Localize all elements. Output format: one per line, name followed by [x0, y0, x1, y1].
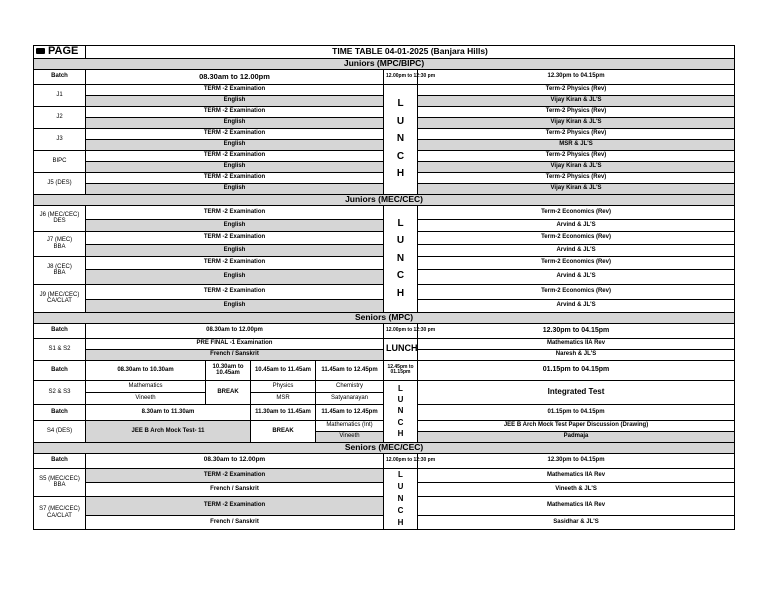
- lunch-cell: LUNCH: [384, 338, 418, 360]
- exam-cell: TERM -2 Examination: [86, 128, 384, 139]
- afternoon-faculty: Arvind & JL'S: [418, 219, 735, 231]
- morning-time-header: 08.30am to 12.00pm: [86, 323, 384, 338]
- afternoon-faculty: Naresh & JL'S: [418, 349, 735, 360]
- exam-cell: TERM -2 Examination: [86, 468, 384, 482]
- batch-header: Batch: [34, 323, 86, 338]
- afternoon-faculty: Arvind & JL'S: [418, 269, 735, 284]
- batch-name: J7 (MEC) BBA: [34, 231, 86, 256]
- faculty-cell: Vineeth: [316, 431, 384, 442]
- afternoon-faculty: Padmaja: [418, 431, 735, 442]
- exam-cell: TERM -2 Examination: [86, 84, 384, 95]
- afternoon-subject: Term-2 Economics (Rev): [418, 231, 735, 244]
- afternoon-subject: Mathematics IIA Rev: [418, 496, 735, 515]
- lunch-time-header: 12.00pm to 12:30 pm: [384, 323, 418, 338]
- subject-cell: Physics: [251, 380, 316, 392]
- time-slot-3: 10.45am to 11.45am: [251, 360, 316, 380]
- afternoon-time-header: 01.15pm to 04.15pm: [418, 360, 735, 380]
- morning-time-header: 08.30am to 12.00pm: [86, 69, 384, 84]
- afternoon-time-header: 12.30pm to 04.15pm: [418, 453, 735, 468]
- time-slot-1: 08.30am to 10.30am: [86, 360, 206, 380]
- break-cell: BREAK: [206, 380, 251, 404]
- afternoon-faculty: Sasidhar & JL'S: [418, 515, 735, 529]
- batch-name: J1: [34, 84, 86, 106]
- afternoon-time-header: 01.15pm to 04.15pm: [418, 404, 735, 420]
- subject-cell: French / Sanskrit: [86, 349, 384, 360]
- afternoon-subject: Term-2 Physics (Rev): [418, 128, 735, 139]
- afternoon-subject: Term-2 Physics (Rev): [418, 172, 735, 183]
- lunch-time-header: 12.00pm to 12:30 pm: [384, 453, 418, 468]
- batch-name: S5 (MEC/CEC) BBA: [34, 468, 86, 496]
- subject-cell: Chemistry: [316, 380, 384, 392]
- time-slot-2: 11.30am to 11.45am: [251, 404, 316, 420]
- afternoon-subject: Term-2 Physics (Rev): [418, 84, 735, 95]
- afternoon-faculty: Arvind & JL'S: [418, 299, 735, 312]
- lunch-column: L U N C H: [384, 84, 418, 194]
- afternoon-subject: Term-2 Economics (Rev): [418, 205, 735, 219]
- lunch-column: L U N C H: [384, 468, 418, 529]
- batch-name: J2: [34, 106, 86, 128]
- afternoon-faculty: Vijay Kiran & JL'S: [418, 95, 735, 106]
- subject-cell: English: [86, 117, 384, 128]
- batch-header: Batch: [34, 404, 86, 420]
- batch-name: J6 (MEC/CEC) DES: [34, 205, 86, 231]
- subject-cell: English: [86, 269, 384, 284]
- afternoon-subject: Integrated Test: [418, 380, 735, 404]
- time-slot-4: 11.45am to 12.45pm: [316, 360, 384, 380]
- lunch-column: L U N C H: [384, 205, 418, 312]
- faculty-cell: MSR: [251, 392, 316, 404]
- subject-cell: French / Sanskrit: [86, 482, 384, 496]
- exam-cell: PRE FINAL -1 Examination: [86, 338, 384, 349]
- time-slot-3: 11.45am to 12.45pm: [316, 404, 384, 420]
- afternoon-faculty: Vijay Kiran & JL'S: [418, 161, 735, 172]
- exam-cell: TERM -2 Examination: [86, 256, 384, 269]
- afternoon-time-header: 12.30pm to 04.15pm: [418, 69, 735, 84]
- section-heading: Seniors (MEC/CEC): [34, 442, 735, 453]
- subject-cell: English: [86, 183, 384, 194]
- batch-header: Batch: [34, 453, 86, 468]
- batch-name: J8 (CEC) BBA: [34, 256, 86, 284]
- batch-name: J9 (MEC/CEC) CA/CLAT: [34, 284, 86, 312]
- subject-cell: English: [86, 139, 384, 150]
- subject-cell: English: [86, 95, 384, 106]
- afternoon-subject: Term-2 Economics (Rev): [418, 256, 735, 269]
- page-title: TIME TABLE 04-01-2025 (Banjara Hills): [86, 46, 735, 59]
- lunch-column: L U N C H: [384, 380, 418, 442]
- section-heading: Juniors (MEC/CEC): [34, 194, 735, 205]
- batch-name: BIPC: [34, 150, 86, 172]
- batch-name: S7 (MEC/CEC) CA/CLAT: [34, 496, 86, 529]
- subject-cell: English: [86, 219, 384, 231]
- timetable: [33, 45, 735, 530]
- subject-cell: Mathematics: [86, 380, 206, 392]
- subject-cell: English: [86, 299, 384, 312]
- morning-time-header: 08.30am to 12.00pm: [86, 453, 384, 468]
- afternoon-faculty: Vijay Kiran & JL'S: [418, 183, 735, 194]
- exam-cell: TERM -2 Examination: [86, 496, 384, 515]
- batch-name: S1 & S2: [34, 338, 86, 360]
- batch-header: Batch: [34, 69, 86, 84]
- subject-cell: French / Sanskrit: [86, 515, 384, 529]
- afternoon-faculty: MSR & JL'S: [418, 139, 735, 150]
- subject-cell: English: [86, 244, 384, 256]
- test-cell: JEE B Arch Mock Test- 11: [86, 420, 251, 442]
- afternoon-time-header: 12.30pm to 04.15pm: [418, 323, 735, 338]
- faculty-cell: Satyanarayan: [316, 392, 384, 404]
- logo: PAGE: [34, 46, 86, 59]
- afternoon-subject: Term-2 Economics (Rev): [418, 284, 735, 299]
- faculty-cell: Vineeth: [86, 392, 206, 404]
- batch-name: S2 & S3: [34, 380, 86, 404]
- page-logo-icon: [36, 48, 45, 54]
- subject-cell: English: [86, 161, 384, 172]
- afternoon-subject: Term-2 Physics (Rev): [418, 106, 735, 117]
- lunch-time-header: 12.00pm to 12:30 pm: [384, 69, 418, 84]
- exam-cell: TERM -2 Examination: [86, 150, 384, 161]
- afternoon-faculty: Arvind & JL'S: [418, 244, 735, 256]
- timetable-sheet: [33, 45, 734, 530]
- batch-name: J3: [34, 128, 86, 150]
- exam-cell: TERM -2 Examination: [86, 106, 384, 117]
- exam-cell: TERM -2 Examination: [86, 172, 384, 183]
- exam-cell: TERM -2 Examination: [86, 205, 384, 219]
- batch-header: Batch: [34, 360, 86, 380]
- break-cell: BREAK: [251, 420, 316, 442]
- afternoon-subject: Mathematics IIA Rev: [418, 468, 735, 482]
- exam-cell: TERM -2 Examination: [86, 284, 384, 299]
- batch-name: S4 (DES): [34, 420, 86, 442]
- subject-cell: Mathematics (Int): [316, 420, 384, 431]
- afternoon-subject: Mathematics IIA Rev: [418, 338, 735, 349]
- batch-name: J5 (DES): [34, 172, 86, 194]
- section-heading: Juniors (MPC/BIPC): [34, 58, 735, 69]
- afternoon-subject: JEE B Arch Mock Test Paper Discussion (Drawing): [418, 420, 735, 431]
- time-slot-1: 8.30am to 11.30am: [86, 404, 251, 420]
- afternoon-faculty: Vijay Kiran & JL'S: [418, 117, 735, 128]
- exam-cell: TERM -2 Examination: [86, 231, 384, 244]
- afternoon-faculty: Vineeth & JL'S: [418, 482, 735, 496]
- lunch-time-header: 12.45pm to 01.15pm: [384, 360, 418, 380]
- section-heading: Seniors (MPC): [34, 312, 735, 323]
- time-slot-2: 10.30am to 10.45am: [206, 360, 251, 380]
- afternoon-subject: Term-2 Physics (Rev): [418, 150, 735, 161]
